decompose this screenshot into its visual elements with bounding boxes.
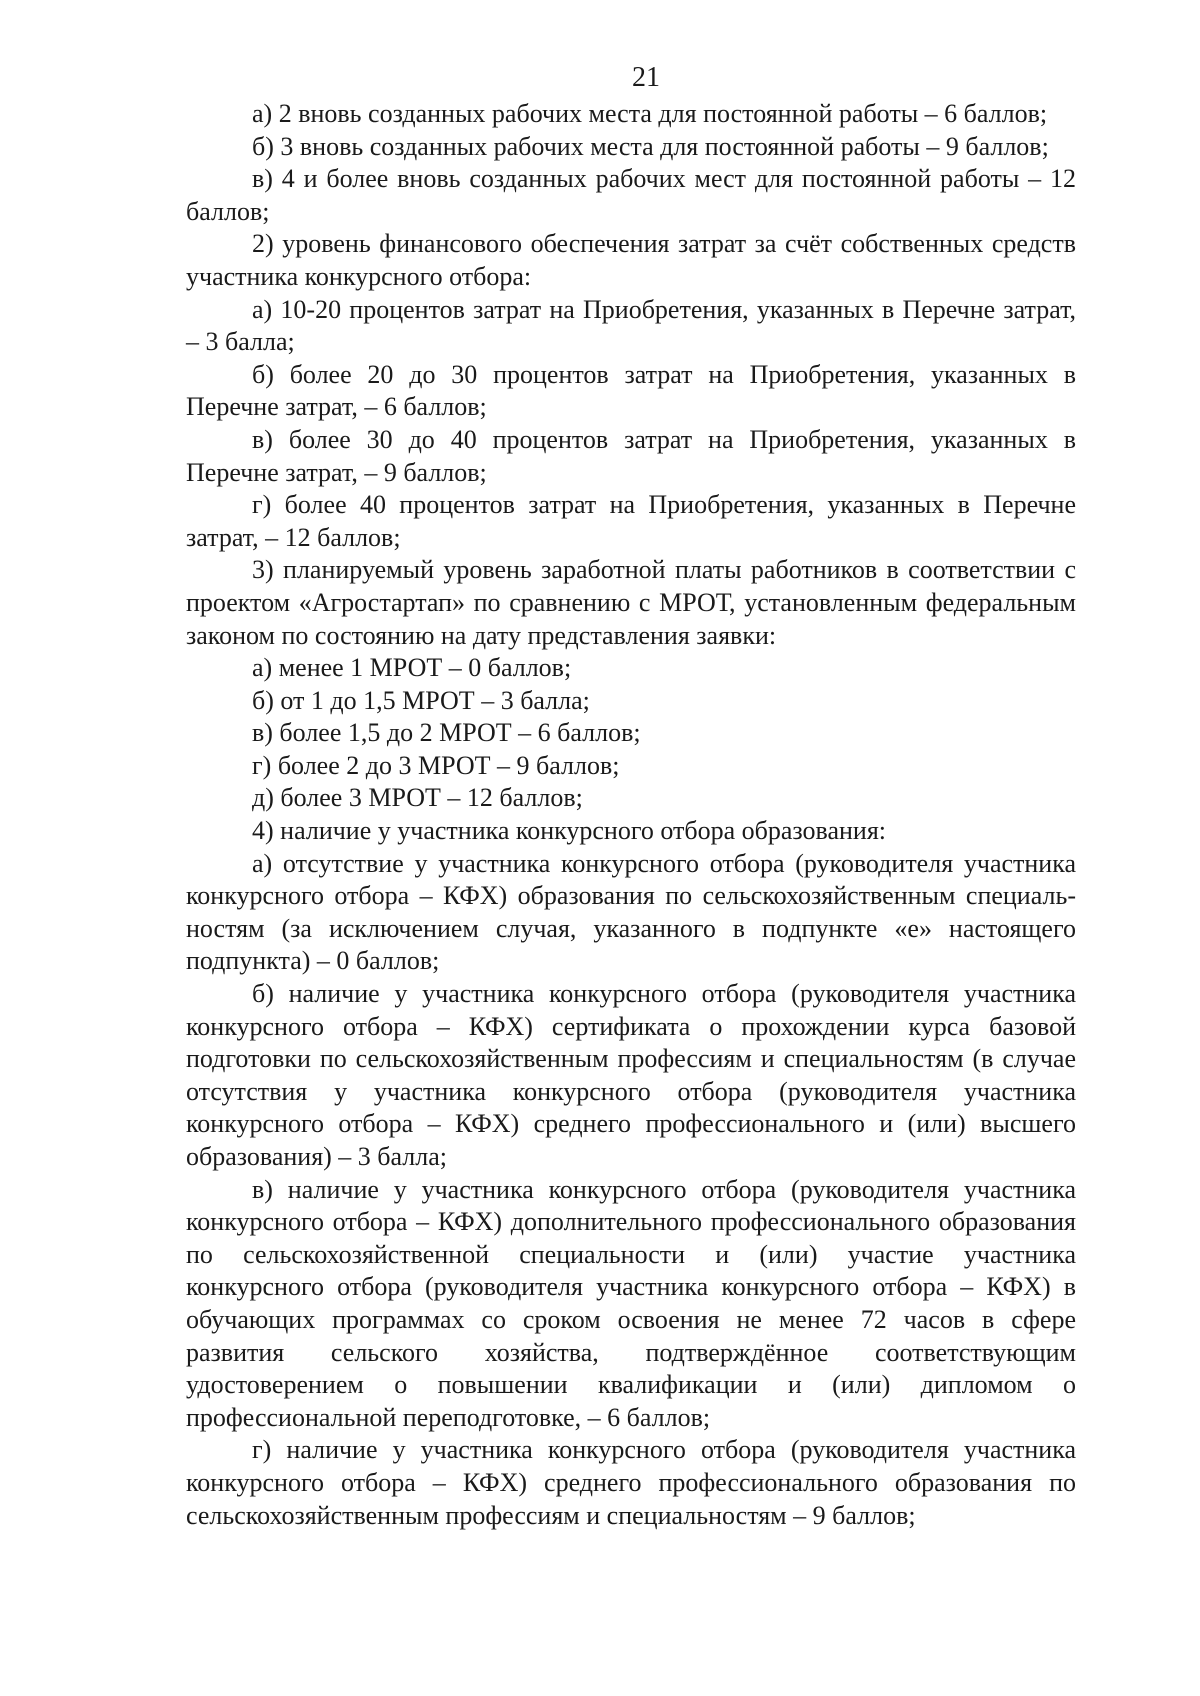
- paragraph: а) 10-20 процентов затрат на Приобретения, указанных в Перечне затрат, – 3 балла;: [186, 294, 1076, 357]
- paragraph: б) от 1 до 1,5 МРОТ – 3 балла;: [252, 685, 590, 715]
- paragraph: д) более 3 МРОТ – 12 баллов;: [252, 783, 583, 813]
- paragraph: а) 2 вновь созданных рабочих места для постоянной работы – 6 баллов;: [252, 99, 1048, 128]
- paragraph: а) отсутствие у участника конкурсного отбора (руководителя участника конкурсного отбора – КФХ) образования по сельскохозяйственным специальностям (за исключением случая, указанного в подпункте «е» настоящего подпункта) – 0 баллов;: [186, 848, 1076, 976]
- paragraph: г) более 40 процентов затрат на Приобретения, указанных в Перечне затрат, – 12 баллов;: [186, 490, 1076, 552]
- document-body: [186, 98, 1076, 1532]
- paragraph: 4) наличие у участника конкурсного отбора образования:: [252, 816, 887, 846]
- paragraph: г) наличие у участника конкурсного отбора (руководителя участника конкурсного отбора – КФХ) среднего профессионального образования по сельскохозяйственным профессиям и специальностям – 9 баллов;: [186, 1435, 1076, 1530]
- paragraph: в) 4 и более вновь созданных рабочих мест для постоянной работы – 12 баллов;: [186, 164, 1076, 226]
- paragraph: 3) планируемый уровень заработной платы работников в соответствии с проектом «Агростартап» по сравнению с МРОТ, установленным федеральным законом по состоянию на дату представления заявки:: [186, 555, 1076, 650]
- paragraph: а) менее 1 МРОТ – 0 баллов;: [252, 653, 572, 683]
- paragraph: в) более 1,5 до 2 МРОТ – 6 баллов;: [252, 718, 641, 748]
- page-number: 21: [632, 62, 660, 93]
- paragraph: в) наличие у участника конкурсного отбора (руководителя участника конкурсного отбора – КФХ) дополнительного профессионального образования по сельскохозяйственной специальности и (или) участие участника конкурсного отбора (руководителя участника конкурсного отбора – КФХ) в обучающих программах со сроком освоения не менее 72 часов в сфере развития сельского хозяйства, подтверждённое соответствующим удостоверением о повышении квалификации и (или) дипломом о профессиональной переподготовке, – 6 баллов;: [186, 1174, 1076, 1432]
- paragraph: б) 3 вновь созданных рабочих места для постоянной работы – 9 баллов;: [252, 131, 1049, 161]
- paragraph: г) более 2 до 3 МРОТ – 9 баллов;: [252, 750, 620, 780]
- paragraph: б) более 20 до 30 процентов затрат на Приобретения, указанных в Перечне затрат, – 6 баллов;: [186, 359, 1076, 422]
- paragraph: в) более 30 до 40 процентов затрат на Приобретения, указанных в Перечне затрат, – 9 баллов;: [186, 424, 1076, 487]
- paragraph: 2) уровень финансового обеспечения затрат за счёт собственных средств участника конкурсного отбора:: [186, 229, 1076, 291]
- paragraph: б) наличие у участника конкурсного отбора (руководителя участника конкурсного отбора – КФХ) сертификата о прохождении курса базовой подготовки по сельскохозяйственным профессиям и специальностям (в случае отсутствия у участника конкурсного отбора (руководителя участника конкурсного отбора – КФХ) среднего профессионального и (или) высшего образования) – 3 балла;: [186, 979, 1076, 1171]
